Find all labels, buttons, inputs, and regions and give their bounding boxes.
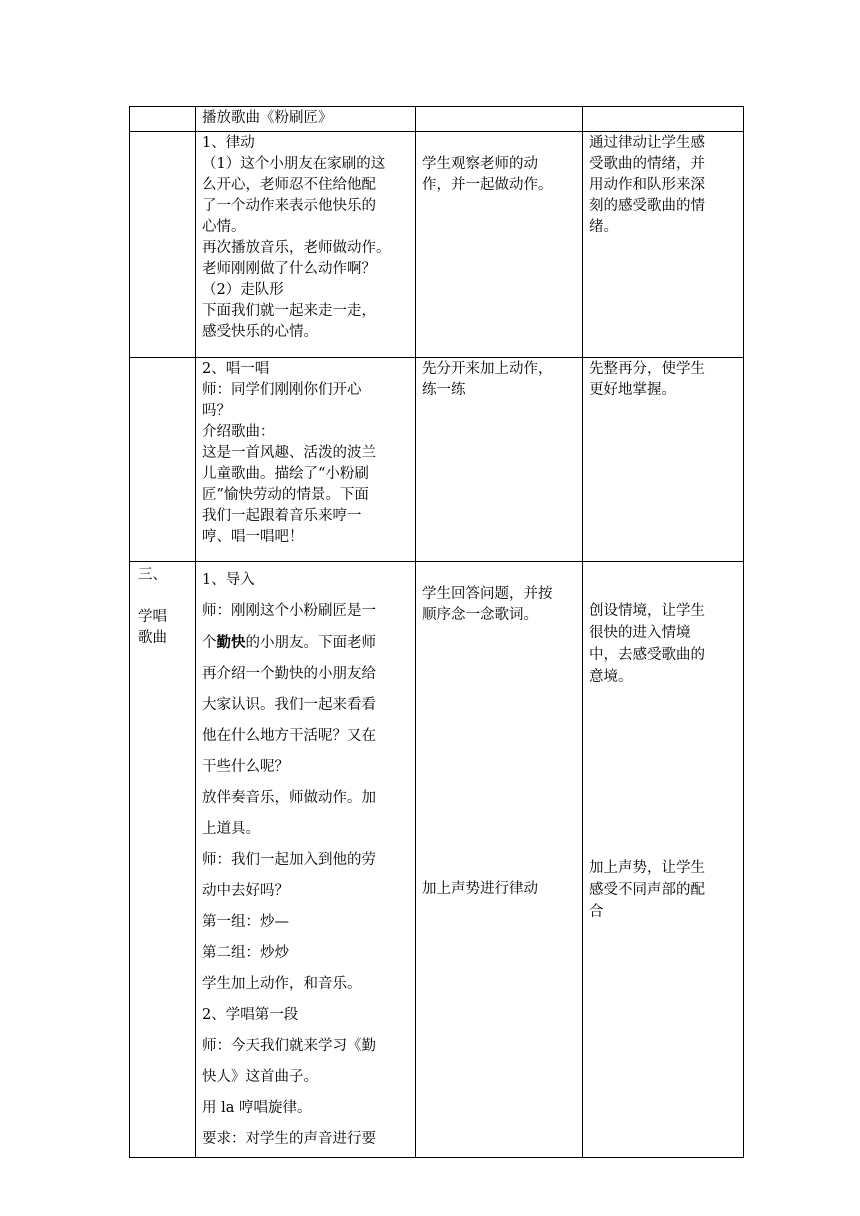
- student-line: 作，并一起做动作。: [422, 177, 553, 193]
- stage-cell: [130, 358, 196, 562]
- process-line: （2）走队形: [202, 282, 284, 298]
- intent-line: 更好地掌握。: [589, 382, 676, 398]
- process-cell: [196, 358, 416, 562]
- lesson-plan-table: [129, 106, 744, 1158]
- process-line: 动中去好吗？: [202, 883, 289, 899]
- process-line: 师：刚刚这个小粉刷匠是一: [202, 603, 376, 619]
- table-row: [130, 132, 744, 358]
- process-line: 再介绍一个勤快的小朋友给: [202, 666, 376, 682]
- table-row: [130, 107, 744, 132]
- process-line: （1）这个小朋友在家刷的这: [202, 156, 386, 172]
- stage-number: 三、: [138, 567, 167, 583]
- intent-line: 绪。: [589, 219, 618, 235]
- intent-cell: [583, 358, 744, 562]
- student-line: 先分开来加上动作，: [422, 361, 553, 377]
- process-line: 么开心，老师忍不住给他配: [202, 177, 376, 193]
- student-line: 学生回答问题，并按: [422, 586, 553, 602]
- process-line: 介绍歌曲：: [202, 424, 275, 440]
- student-cell: [416, 107, 583, 132]
- process-line: 哼、唱一唱吧！: [202, 529, 304, 545]
- process-line: 1、律动: [202, 135, 255, 151]
- student-line: 加上声势进行律动: [422, 881, 538, 897]
- student-cell: [416, 132, 583, 358]
- intent-line: 很快的进入情境: [589, 625, 691, 641]
- intent-cell: [583, 132, 744, 358]
- intent-line: 通过律动让学生感: [589, 135, 705, 151]
- table-row: [130, 562, 744, 1158]
- intent-cell: [583, 107, 744, 132]
- process-line: 播放歌曲《粉刷匠》: [202, 110, 333, 126]
- process-line: 感受快乐的心情。: [202, 324, 318, 340]
- intent-line: 创设情境，让学生: [589, 603, 705, 619]
- intent-line: 意境。: [589, 669, 633, 685]
- process-line: 上道具。: [202, 821, 260, 837]
- stage-cell: [130, 562, 196, 1158]
- process-line: 儿童歌曲。描绘了“小粉刷: [202, 466, 369, 482]
- process-line: 了一个动作来表示他快乐的: [202, 198, 376, 214]
- process-line: 2、唱一唱: [202, 361, 270, 377]
- student-cell: [416, 358, 583, 562]
- process-line: 第二组：炒炒: [202, 945, 289, 961]
- emphasis-word: 勤快: [216, 634, 246, 651]
- process-line: 下面我们就一起来走一走，: [202, 303, 376, 319]
- process-line: 老师刚刚做了什么动作啊？: [202, 261, 376, 277]
- intent-line: 加上声势，让学生: [589, 860, 705, 876]
- stage-name: 歌曲: [138, 630, 167, 646]
- process-line: 第一组：炒—: [202, 914, 289, 930]
- process-cell: [196, 562, 416, 1158]
- process-line: 学生加上动作，和音乐。: [202, 976, 362, 992]
- student-line: 练一练: [422, 382, 466, 398]
- process-line: 吗？: [202, 403, 231, 419]
- intent-line: 合: [589, 904, 604, 920]
- process-line: 放伴奏音乐，师做动作。加: [202, 790, 376, 806]
- process-line: 大家认识。我们一起来看看: [202, 697, 376, 713]
- student-cell: [416, 562, 583, 1158]
- process-line: 用 la 哼唱旋律。: [202, 1100, 312, 1116]
- process-line: 师：今天我们就来学习《勤: [202, 1038, 376, 1054]
- process-line: 个勤快的小朋友。下面老师: [202, 634, 376, 651]
- process-line: 我们一起跟着音乐来哼一: [202, 508, 362, 524]
- process-line: 再次播放音乐，老师做动作。: [202, 240, 391, 256]
- intent-line: 刻的感受歌曲的情: [589, 198, 705, 214]
- stage-cell: [130, 107, 196, 132]
- intent-line: 先整再分，使学生: [589, 361, 705, 377]
- process-line: 师：我们一起加入到他的劳: [202, 852, 376, 868]
- student-line: 学生观察老师的动: [422, 156, 538, 172]
- table-row: [130, 358, 744, 562]
- process-line: 匠”愉快劳动的情景。下面: [202, 487, 369, 503]
- process-line: 要求：对学生的声音进行要: [202, 1131, 376, 1147]
- process-line: 2、学唱第一段: [202, 1007, 299, 1023]
- process-line: 师：同学们刚刚你们开心: [202, 382, 362, 398]
- process-line: 他在什么地方干活呢？又在: [202, 728, 376, 744]
- intent-line: 用动作和队形来深: [589, 177, 705, 193]
- process-line: 1、导入: [202, 572, 255, 588]
- process-line: 干些什么呢？: [202, 759, 289, 775]
- student-line: 顺序念一念歌词。: [422, 607, 538, 623]
- stage-cell: [130, 132, 196, 358]
- process-line: 这是一首风趣、活泼的波兰: [202, 445, 376, 461]
- process-cell: [196, 107, 416, 132]
- intent-line: 感受不同声部的配: [589, 882, 705, 898]
- process-line: 心情。: [202, 219, 246, 235]
- process-line: 快人》这首曲子。: [202, 1069, 318, 1085]
- intent-cell: [583, 562, 744, 1158]
- stage-name: 学唱: [138, 609, 167, 625]
- intent-line: 受歌曲的情绪，并: [589, 156, 705, 172]
- intent-line: 中，去感受歌曲的: [589, 647, 705, 663]
- process-cell: [196, 132, 416, 358]
